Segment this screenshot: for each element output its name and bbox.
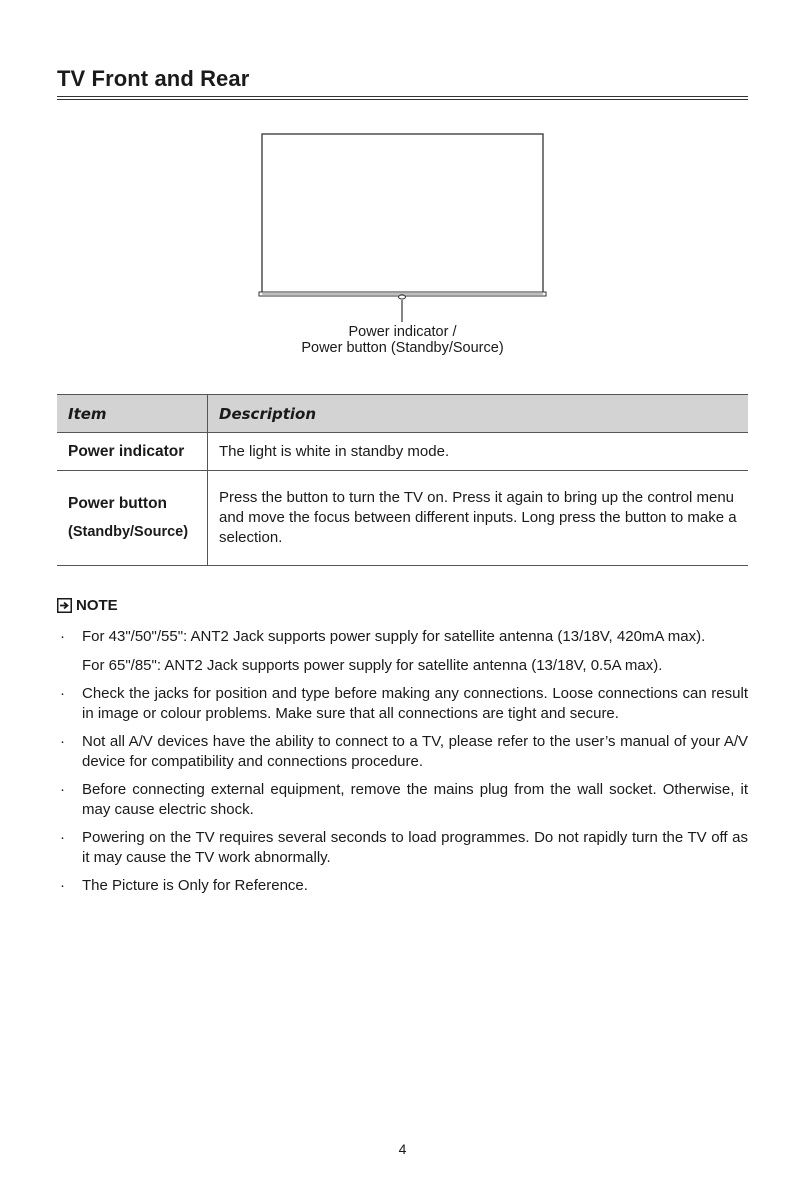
table-row xyxy=(57,433,748,471)
bullet: · xyxy=(60,877,65,894)
bullet: · xyxy=(60,733,65,750)
tv-screen xyxy=(262,134,543,294)
tv-front-illustration xyxy=(0,0,805,380)
list-item xyxy=(57,828,748,868)
table-row xyxy=(57,471,748,566)
list-item xyxy=(57,876,748,896)
bullet: · xyxy=(60,829,65,846)
note-text: The Picture is Only for Reference. xyxy=(82,877,308,894)
list-item xyxy=(57,780,748,820)
figure-caption-line2: Power button (Standby/Source) xyxy=(301,340,504,356)
description-cell: Press the button to turn the TV on. Press it again to bring up the control menu and move the focus between different inputs. Long press the button to make a selection. xyxy=(208,471,749,566)
note-text: Before connecting external equipment, remove the mains plug from the wall socket. Otherwise, it may cause electric shock. xyxy=(82,781,748,818)
note-text: Powering on the TV requires several seconds to load programmes. Do not rapidly turn the TV off as it may cause the TV work abnormally. xyxy=(82,829,748,866)
page-number: 4 xyxy=(398,1141,407,1157)
note-heading xyxy=(57,597,118,614)
description-cell: The light is white in standby mode. xyxy=(208,433,749,471)
item-name: Power button xyxy=(68,495,168,512)
bullet: · xyxy=(60,781,65,798)
bullet: · xyxy=(60,628,65,645)
page-title: TV Front and Rear xyxy=(57,66,250,91)
power-button-icon xyxy=(399,295,406,299)
note-text: For 43"/50"/55": ANT2 Jack supports power supply for satellite antenna (13/18V, 420mA max). xyxy=(82,628,706,645)
list-item xyxy=(57,627,748,676)
note-text: Check the jacks for position and type before making any connections. Loose connections can result in image or colour problems. Make sure that all connections are tight and secure. xyxy=(82,685,748,722)
list-item xyxy=(57,684,748,724)
note-label: NOTE xyxy=(76,597,118,614)
header-description: Description xyxy=(208,395,749,433)
item-description-table xyxy=(57,394,748,566)
note-text: For 65"/85": ANT2 Jack supports power supply for satellite antenna (13/18V, 0.5A max). xyxy=(82,657,663,674)
item-subtitle: (Standby/Source) xyxy=(68,524,189,540)
list-item xyxy=(57,732,748,772)
bullet: · xyxy=(60,685,67,702)
item-name: Power indicator xyxy=(68,442,185,460)
item-cell xyxy=(57,433,208,471)
figure-caption-line1: Power indicator / xyxy=(348,324,457,340)
note-arrow-icon xyxy=(57,598,72,613)
tv-drawing xyxy=(0,0,805,380)
item-cell xyxy=(57,471,208,566)
header-item: Item xyxy=(57,395,208,433)
table-header-row xyxy=(57,395,748,433)
note-text: Not all A/V devices have the ability to connect to a TV, please refer to the user’s manual of your A/V device for compatibility and connections procedure. xyxy=(82,733,748,770)
note-list xyxy=(57,627,748,904)
